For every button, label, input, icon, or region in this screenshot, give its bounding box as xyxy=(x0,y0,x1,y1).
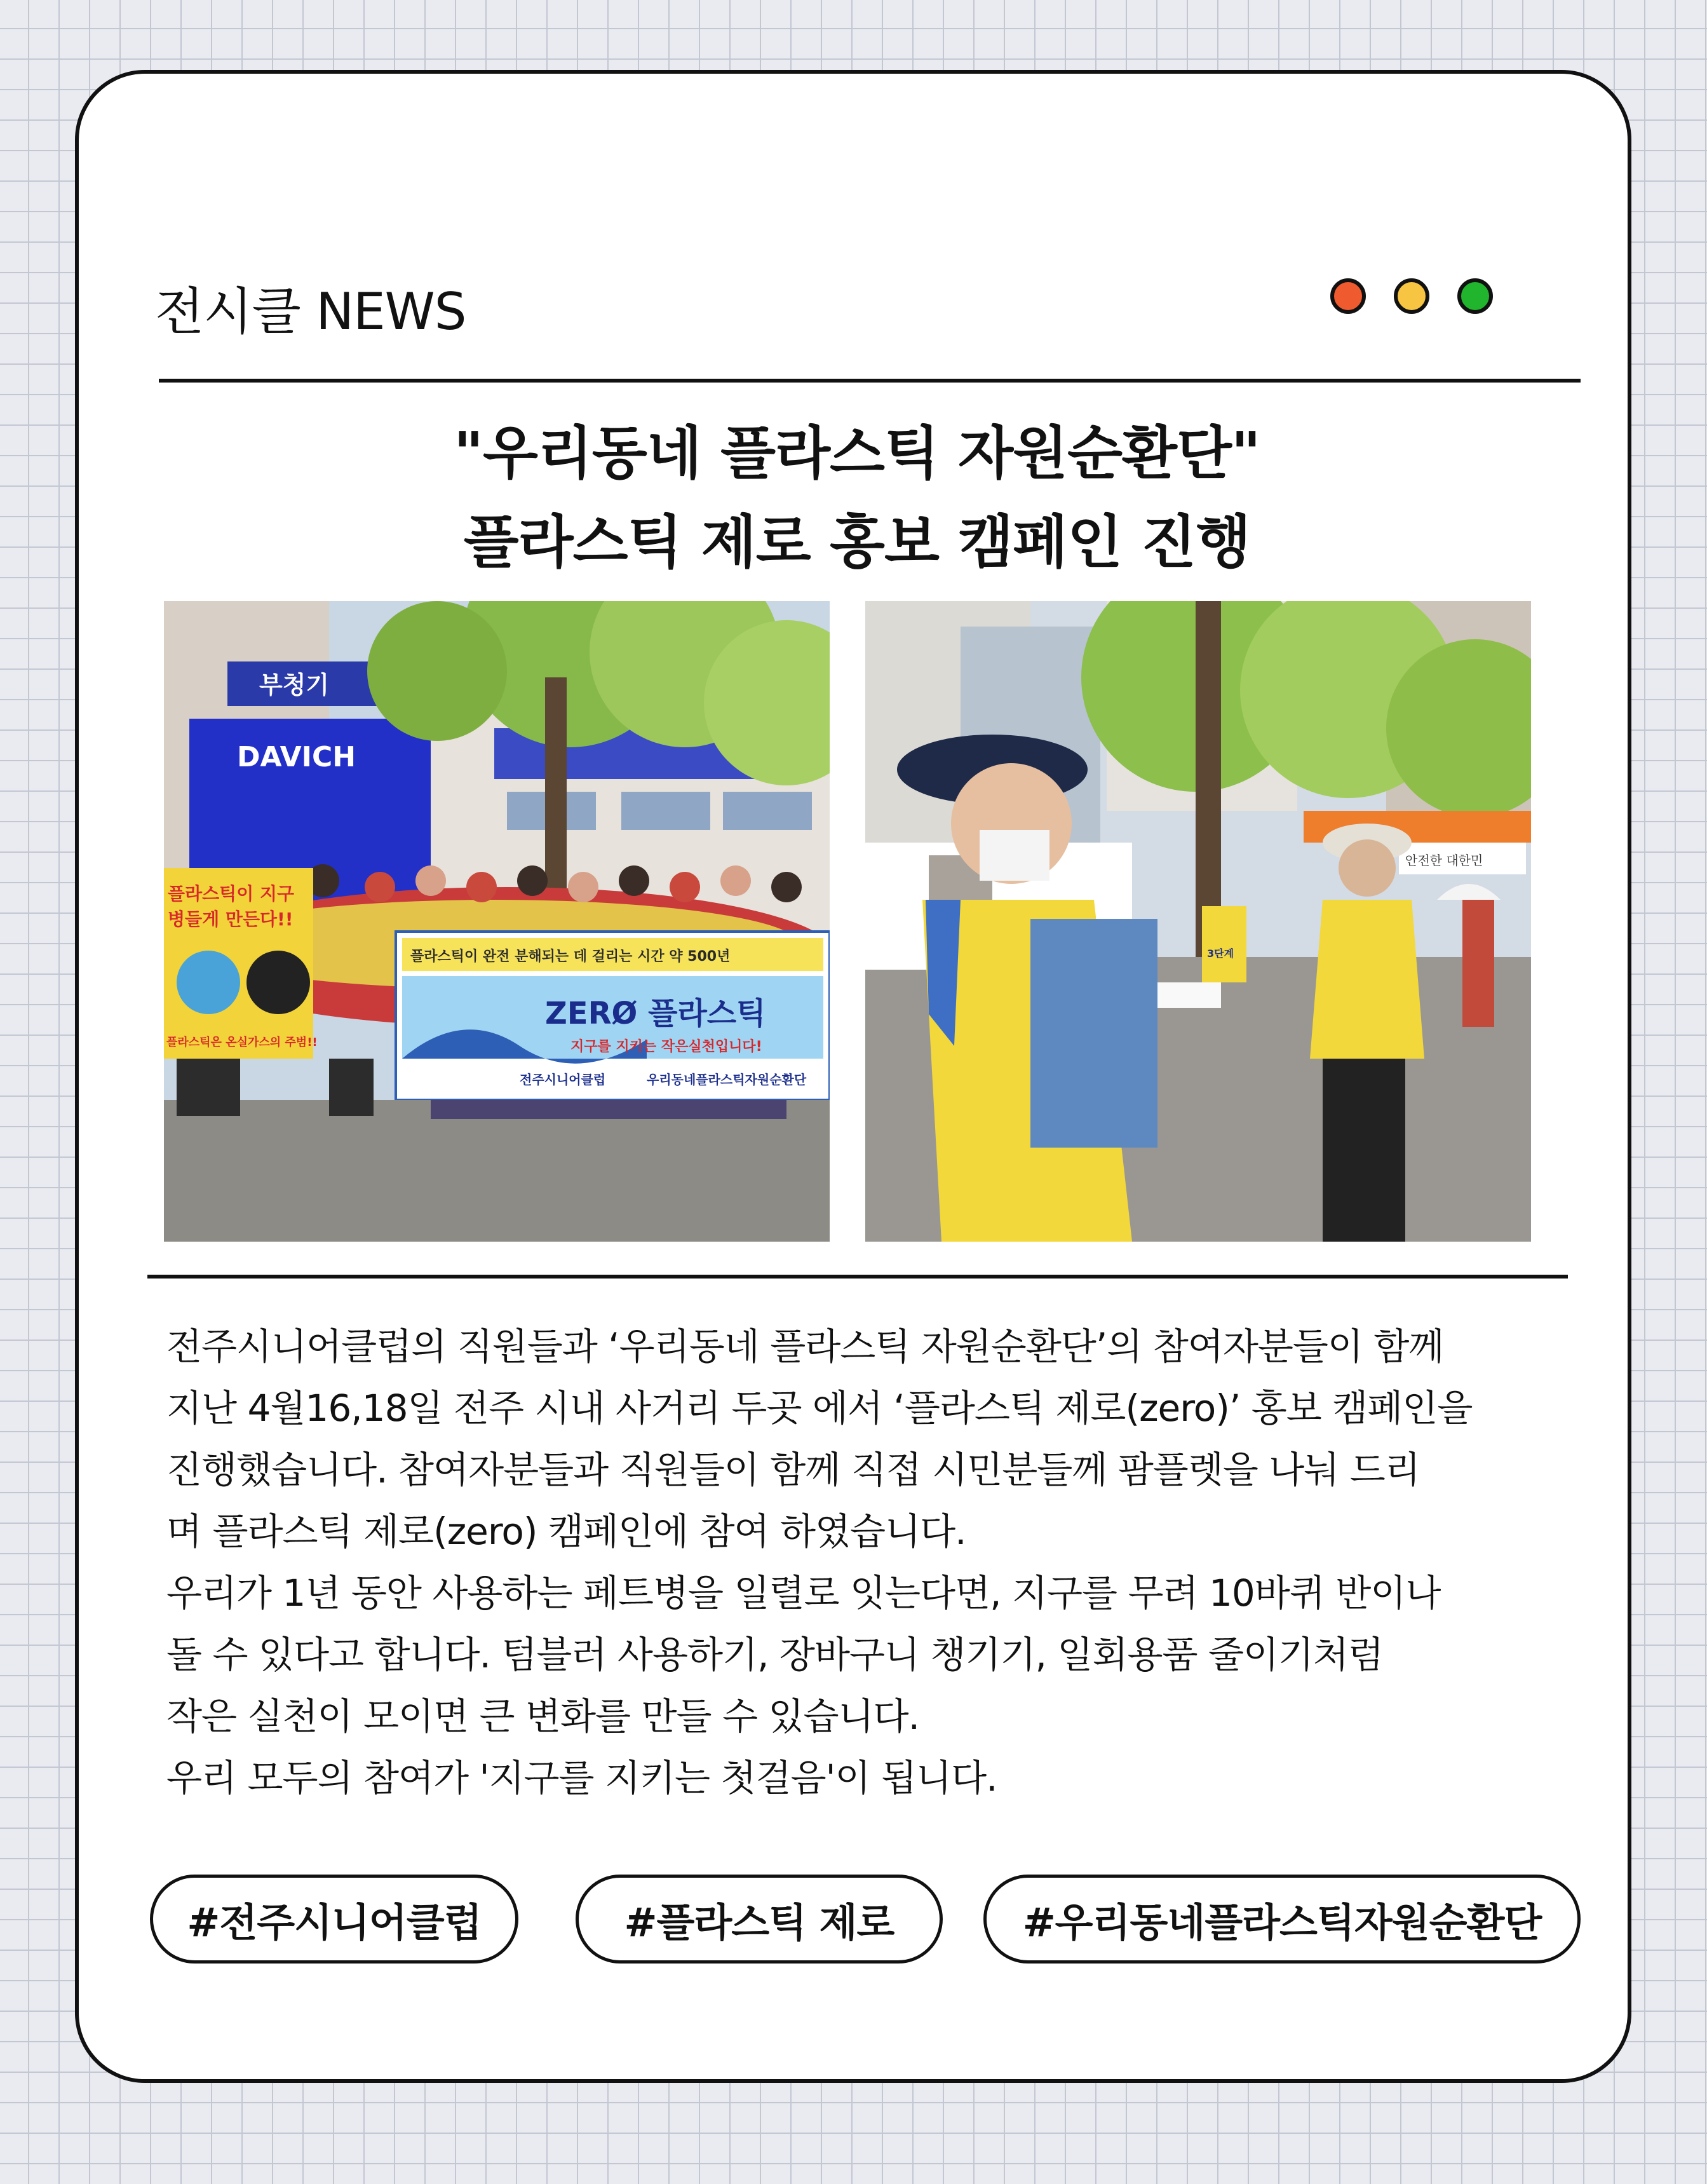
hashtag-plastic-zero[interactable]: #플라스틱 제로 xyxy=(576,1875,943,1964)
placard-line-1: 플라스틱이 지구 xyxy=(168,883,295,904)
leaflet-distribution-illustration xyxy=(865,601,1531,1242)
storefront-sign: DAVICH xyxy=(237,741,356,773)
placard-bottom: 플라스틱은 온실가스의 주범!! xyxy=(166,1036,318,1049)
banner-main: ZERØ 플라스틱 xyxy=(545,996,766,1031)
placard-line-2: 병들게 만든다!! xyxy=(168,909,293,930)
campaign-group-photo xyxy=(164,601,830,1242)
article-line-7: 작은 실천이 모이면 큰 변화를 만들 수 있습니다. xyxy=(166,1695,920,1738)
article-line-4: 며 플라스틱 제로(zero) 캠페인에 참여 하였습니다. xyxy=(166,1510,966,1553)
banner-org-2: 우리동네플라스틱자원순환단 xyxy=(647,1072,807,1087)
brand-title: 전시클 NEWS xyxy=(155,282,466,341)
yellow-dot-icon xyxy=(1394,278,1429,314)
article-line-3: 진행했습니다. 참여자분들과 직원들이 함께 직접 시민분들께 팜플렛을 나눠 드리 xyxy=(166,1448,1420,1491)
article-line-2: 지난 4월16,18일 전주 시내 사거리 두곳 에서 ‘플라스틱 제로(zero)’ 홍보 캠페인을 xyxy=(166,1387,1473,1430)
article-line-1: 전주시니어클럽의 직원들과 ‘우리동네 플라스틱 자원순환단’의 참여자분들이 함께 xyxy=(166,1325,1444,1368)
headline-line-1: "우리동네 플라스틱 자원순환단" xyxy=(454,420,1260,487)
article-line-8: 우리 모두의 참여가 '지구를 지키는 첫걸음'이 됩니다. xyxy=(166,1756,997,1800)
article-line-6: 돌 수 있다고 합니다. 텀블러 사용하기, 장바구니 챙기기, 일회용품 줄이기처럼 xyxy=(166,1633,1384,1676)
campaign-group-illustration xyxy=(164,601,830,1242)
leaflet-text: 3단계 xyxy=(1207,947,1234,960)
headline-line-2: 플라스틱 제로 홍보 캠페인 진행 xyxy=(463,509,1251,576)
article-body xyxy=(166,1316,1577,1809)
hashtag-plastic-recycling-team[interactable]: #우리동네플라스틱자원순환단 xyxy=(983,1875,1581,1964)
window-dots xyxy=(1330,278,1493,314)
headline xyxy=(79,409,1635,587)
store-sign: 안전한 대한민 xyxy=(1405,853,1483,868)
middle-divider xyxy=(147,1275,1568,1279)
red-dot-icon xyxy=(1330,278,1366,314)
banner-top: 플라스틱이 완전 분해되는 데 걸리는 시간 약 500년 xyxy=(410,949,731,965)
top-divider xyxy=(159,379,1581,383)
article-line-5: 우리가 1년 동안 사용하는 페트병을 일렬로 잇는다면, 지구를 무려 10바퀴 반이나 xyxy=(166,1571,1441,1615)
news-card xyxy=(75,70,1631,2083)
hashtag-jeonju-senior-club[interactable]: #전주시니어클럽 xyxy=(150,1875,518,1964)
banner-org-1: 전주시니어클럽 xyxy=(520,1072,606,1087)
building-sign: 부청기 xyxy=(259,671,330,699)
green-dot-icon xyxy=(1457,278,1493,314)
leaflet-distribution-photo xyxy=(865,601,1531,1242)
banner-sub: 지구를 지키는 작은실천입니다! xyxy=(570,1039,762,1055)
